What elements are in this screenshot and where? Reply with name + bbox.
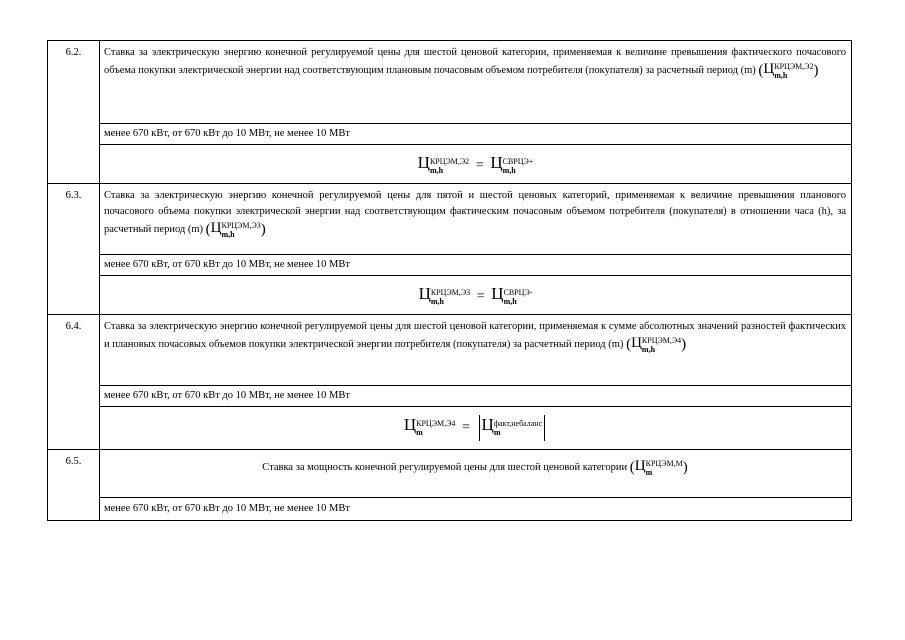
formula-rhs: Ц СВРЦЭ+ m,h (490, 153, 534, 175)
table-row-6-3-categories (48, 255, 852, 276)
table-row-6-3 (48, 184, 852, 255)
table-row-6-4-formula (48, 407, 852, 450)
formula-cell (100, 407, 852, 450)
abs-bar-right (544, 415, 545, 441)
table-row-6-4 (48, 315, 852, 386)
power-categories: менее 670 кВт, от 670 кВт до 10 МВт, не менее 10 МВт (100, 255, 852, 276)
table-row-6-3-formula (48, 276, 852, 315)
table-row-6-4-categories (48, 386, 852, 407)
formula-rhs: Ц СВРЦЭ- m,h (491, 284, 533, 306)
row-description (100, 184, 852, 255)
rate-symbol: (Ц КРЦЭМ,Э2 m,h ) (758, 61, 819, 80)
formula-cell (100, 276, 852, 315)
formula-lhs: Ц КРЦЭМ,Э4 m (403, 415, 456, 437)
row-number: 6.2. (48, 41, 100, 184)
row-description (100, 41, 852, 124)
formula-lhs: Ц КРЦЭМ,Э3 m,h (418, 284, 471, 306)
formula-rhs: Ц факт,небаланс m (481, 415, 543, 437)
power-categories: менее 670 кВт, от 670 кВт до 10 МВт, не менее 10 МВт (100, 386, 852, 407)
row-number: 6.4. (48, 315, 100, 450)
table-row-6-5 (48, 450, 852, 498)
power-categories: менее 670 кВт, от 670 кВт до 10 МВт, не менее 10 МВт (100, 124, 852, 145)
table-row-6-2-formula (48, 145, 852, 184)
rate-symbol: (Ц КРЦЭМ,Э4 m,h ) (626, 335, 687, 354)
row-description (100, 450, 852, 498)
row-number: 6.5. (48, 450, 100, 521)
rate-symbol: (Ц КРЦЭМ,Э3 m,h ) (205, 220, 266, 239)
row-description (100, 315, 852, 386)
equals-sign: = (475, 157, 484, 173)
formula-lhs: Ц КРЦЭМ,Э2 m,h (417, 153, 470, 175)
table-row-6-5-categories (48, 498, 852, 521)
equals-sign: = (462, 420, 470, 435)
description-text: Ставка за мощность конечной регулируемой цены для шестой ценовой категории (262, 462, 628, 473)
description-text: Ставка за электрическую энергию конечной регулируемой цены для пятой и шестой ценовых категорий, применяемая к величине превышения планового почасового объема покупки электрической энергии над соответствующим фактическим почасовым объемом потребителя (покупателя) в отношении часа (h), за расчетный период (m) (104, 190, 846, 235)
rate-symbol: (Ц КРЦЭМ,М m ) (629, 458, 688, 477)
formula-cell (100, 145, 852, 184)
equals-sign: = (476, 288, 485, 304)
description-text: Ставка за электрическую энергию конечной регулируемой цены для шестой ценовой категории, применяемая к сумме абсолютных значений разностей фактических и плановых почасовых объемов покупки электрической энергии потребителя (покупателя) за расчетный период (m) (104, 321, 846, 350)
power-categories: менее 670 кВт, от 670 кВт до 10 МВт, не менее 10 МВт (100, 498, 852, 521)
table-row-6-2-categories (48, 124, 852, 145)
abs-bar-left (479, 415, 480, 441)
row-number: 6.3. (48, 184, 100, 315)
description-text: Ставка за электрическую энергию конечной регулируемой цены для шестой ценовой категории, применяемая к величине превышения фактического почасового объема покупки электрической энергии над соответствующим плановым почасовым объемом потребителя (покупателя) за расчетный период (m) (104, 47, 846, 76)
tariff-table (47, 40, 852, 521)
table-row-6-2 (48, 41, 852, 124)
